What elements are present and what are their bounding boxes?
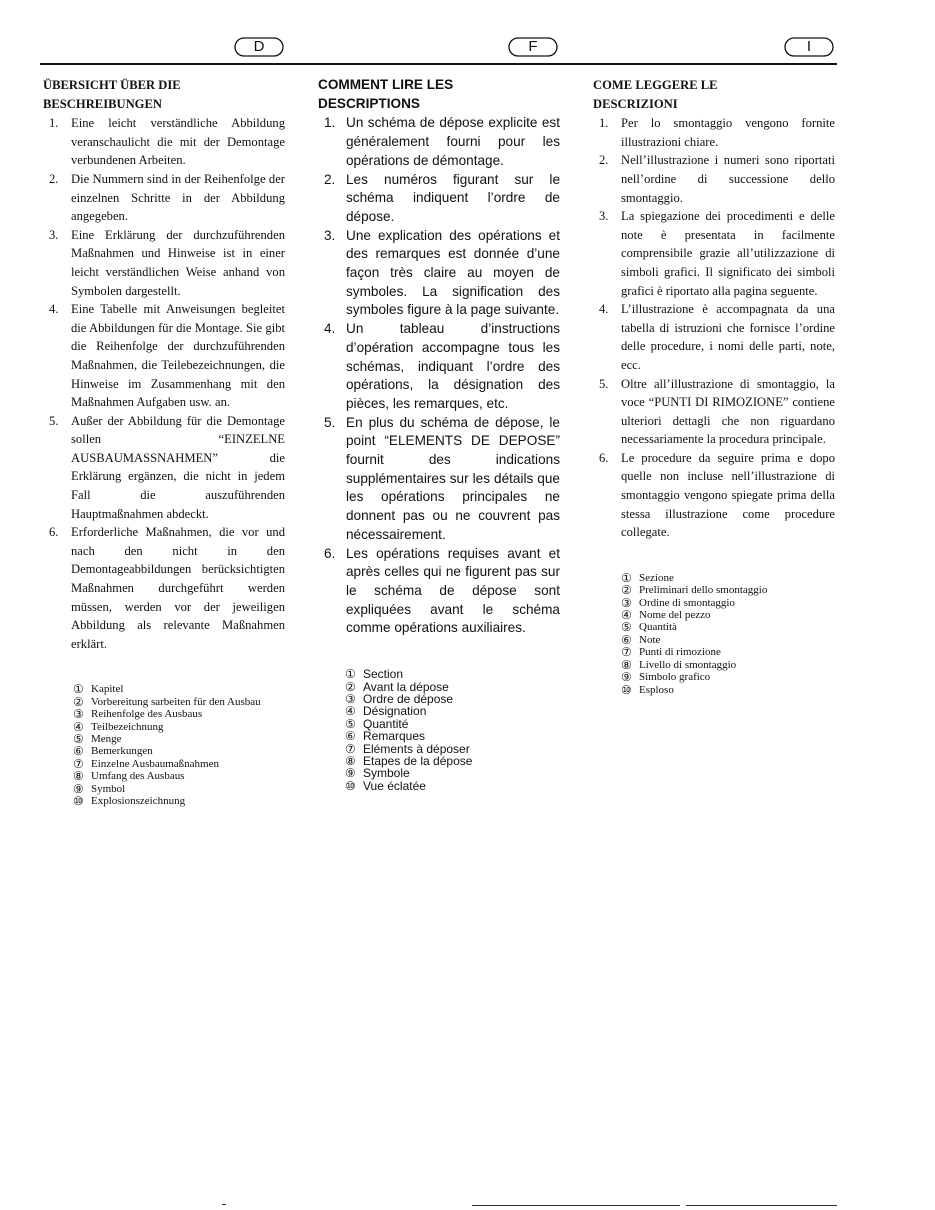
legend-item: ⑩ Explosionszeichnung	[73, 794, 186, 809]
list-item: 4. L’illustrazione è accompagnata da una tabella di istruzioni che fornisce l’ordine delle procedure, i nomi delle parti, note, ecc.	[599, 302, 835, 372]
badge-label: D	[253, 38, 265, 55]
list-item: 2. Les numéros figurant sur le schéma indiquent l’ordre de dépose.	[324, 171, 560, 224]
column-italian	[593, 76, 835, 707]
legend-item: ⑩ Esploso	[621, 682, 674, 697]
legend-item: ② Preliminari dello smontaggio	[621, 583, 768, 598]
language-badge-fr	[507, 36, 559, 58]
legend-item: ⑦ Punti di rimozione	[621, 645, 721, 660]
steps-list	[318, 114, 560, 638]
badge-label: F	[528, 38, 538, 55]
legend-item: ⑧ Umfang des Ausbaus	[73, 769, 185, 784]
legend-item: ① Kapitel	[73, 682, 124, 697]
legend-item: ⑧ Livello di smontaggio	[621, 657, 737, 672]
section-title: COME LEGGERE LE DESCRIZIONI	[593, 78, 718, 111]
language-badge-it	[783, 36, 835, 58]
list-item: 1. Un schéma de dépose explicite est généralement fourni pour les opérations de démontage.	[324, 115, 560, 168]
list-item: 6. Erforderliche Maßnahmen, die vor und nach den nicht in den Demontageabbildungen berücksichtigten Maßnahmen durchgeführt werden müssen, werden vor der jeweiligen Abbildung als relevante Maßnahmen erklärt.	[49, 525, 285, 651]
legend-item: ⑧ Etapes de la dépose	[345, 753, 473, 768]
legend-item: ④ Nome del pezzo	[621, 608, 711, 623]
list-item: 3. La spiegazione dei procedimenti e delle note è presentata in facilmente comprensibile grazie all’utilizzazione di simboli grafici. Il significato dei simboli grafici è riportato alla pagina seguente.	[599, 209, 835, 298]
legend-item: ⑨ Symbole	[345, 766, 410, 781]
legend-list	[345, 668, 560, 792]
legend-item: ④ Teilbezeichnung	[73, 719, 164, 734]
footer-rule	[472, 1205, 680, 1206]
list-item: 3. Eine Erklärung der durchzuführenden Maßnahmen und Hinweise ist in einer leicht verständlichen Weise anhand von Symbolen dargestellt.	[49, 227, 285, 298]
header-rule	[40, 63, 837, 65]
list-item: 5. Oltre all’illustrazione di smontaggio, la voce “PUNTI DI RIMOZIONE” contiene ulteriori dettagli che non riguardano necessariamente la procedura principale.	[599, 376, 835, 447]
legend-item: ⑤ Quantité	[345, 716, 409, 731]
legend-item: ⑦ Eléments à déposer	[345, 741, 470, 756]
legend-item: ⑥ Note	[621, 632, 661, 647]
list-item: 1. Per lo smontaggio vengono fornite illustrazioni chiare.	[599, 116, 835, 149]
column-french	[318, 76, 560, 804]
list-item: 2. Nell’illustrazione i numeri sono riportati nell’ordine di successione dello smontaggio.	[599, 153, 835, 205]
legend-item: ⑥ Remarques	[345, 729, 426, 744]
legend-item: ⑤ Menge	[73, 732, 122, 747]
steps-list	[43, 114, 285, 653]
list-item: 4. Eine Tabelle mit Anweisungen begleitet die Abbildungen für die Montage. Sie gibt die Reihenfolge der durchzuführenden Maßnahmen, die Teilebezeichnungen, die Hinweise im Zusammenhang mit den Maßnahmen Aufgaben usw. an.	[49, 302, 285, 410]
column-german	[43, 76, 285, 818]
legend-item: ⑥ Bemerkungen	[73, 744, 153, 759]
legend-item: ⑦ Einzelne Ausbaumaßnahmen	[73, 756, 219, 771]
footer-mark	[222, 1204, 226, 1205]
legend-item: ② Avant la dépose	[345, 679, 449, 694]
list-item: 1. Eine leicht verständliche Abbildung veranschaulicht die mit der Demontage verbundenen Arbeiten.	[49, 116, 285, 168]
legend-item: ⑤ Quantità	[621, 620, 677, 635]
badge-label: I	[806, 38, 812, 55]
language-badge-de	[233, 36, 285, 58]
legend-item: ⑨ Simbolo grafico	[621, 670, 711, 685]
list-item: 4. Un tableau d’instructions d’opération accompagne tous les schémas, indiquant l’ordre des opérations, la désignation des pièces, les remarques, etc.	[324, 321, 560, 411]
legend-item: ③ Reihenfolge des Ausbaus	[73, 707, 203, 722]
footer-rule	[686, 1205, 837, 1206]
list-item: 5. Außer der Abbildung für die Demontage sollen “EINZELNE AUSBAUMASSNAHMEN” die Erklärung ergänzen, die nicht in jedem Fall die auszuführenden Hauptmaßnahmen abdeckt.	[49, 413, 285, 521]
legend-item: ① Sezione	[621, 570, 674, 585]
legend-item: ⑨ Symbol	[73, 781, 126, 796]
list-item: 6. Le procedure da seguire prima e dopo quelle non incluse nell’illustrazione di smontaggio vengono spiegate prima della stessa illustrazione come procedure collegate.	[599, 450, 835, 540]
list-item: 5. En plus du schéma de dépose, le point “ELEMENTS DE DEPOSE” fournit des indications supplémentaires sur les détails que les opérations principales ne donnent pas ou ne couvrent pas nécessairement.	[324, 414, 560, 542]
legend-item: ③ Ordre de dépose	[345, 691, 454, 706]
legend-item: ④ Désignation	[345, 704, 427, 719]
list-item: 2. Die Nummern sind in der Reihenfolge der einzelnen Schritte in der Abbildung angegeben.	[49, 171, 285, 224]
section-title: ÜBERSICHT ÜBER DIE BESCHREIBUNGEN	[43, 78, 181, 111]
steps-list	[593, 114, 835, 542]
legend-item: ① Section	[345, 667, 404, 682]
section-title: COMMENT LIRE LES DESCRIPTIONS	[318, 77, 454, 111]
legend-item: ③ Ordine di smontaggio	[621, 595, 735, 610]
legend-list	[73, 683, 285, 807]
legend-item: ② Vorbereitung sarbeiten für den Ausbau	[73, 694, 261, 709]
list-item: 6. Les opérations requises avant et après celles qui ne figurent pas sur le schéma de dépose sont expliquées avant le schéma comme opérations auxiliaires.	[324, 545, 560, 636]
legend-list	[621, 572, 835, 696]
legend-item: ⑩ Vue éclatée	[345, 778, 426, 793]
list-item: 3. Une explication des opérations et des remarques est donnée d’une façon très claire au moyen de symboles. La signification des symboles figure à la page suivante.	[324, 227, 560, 318]
